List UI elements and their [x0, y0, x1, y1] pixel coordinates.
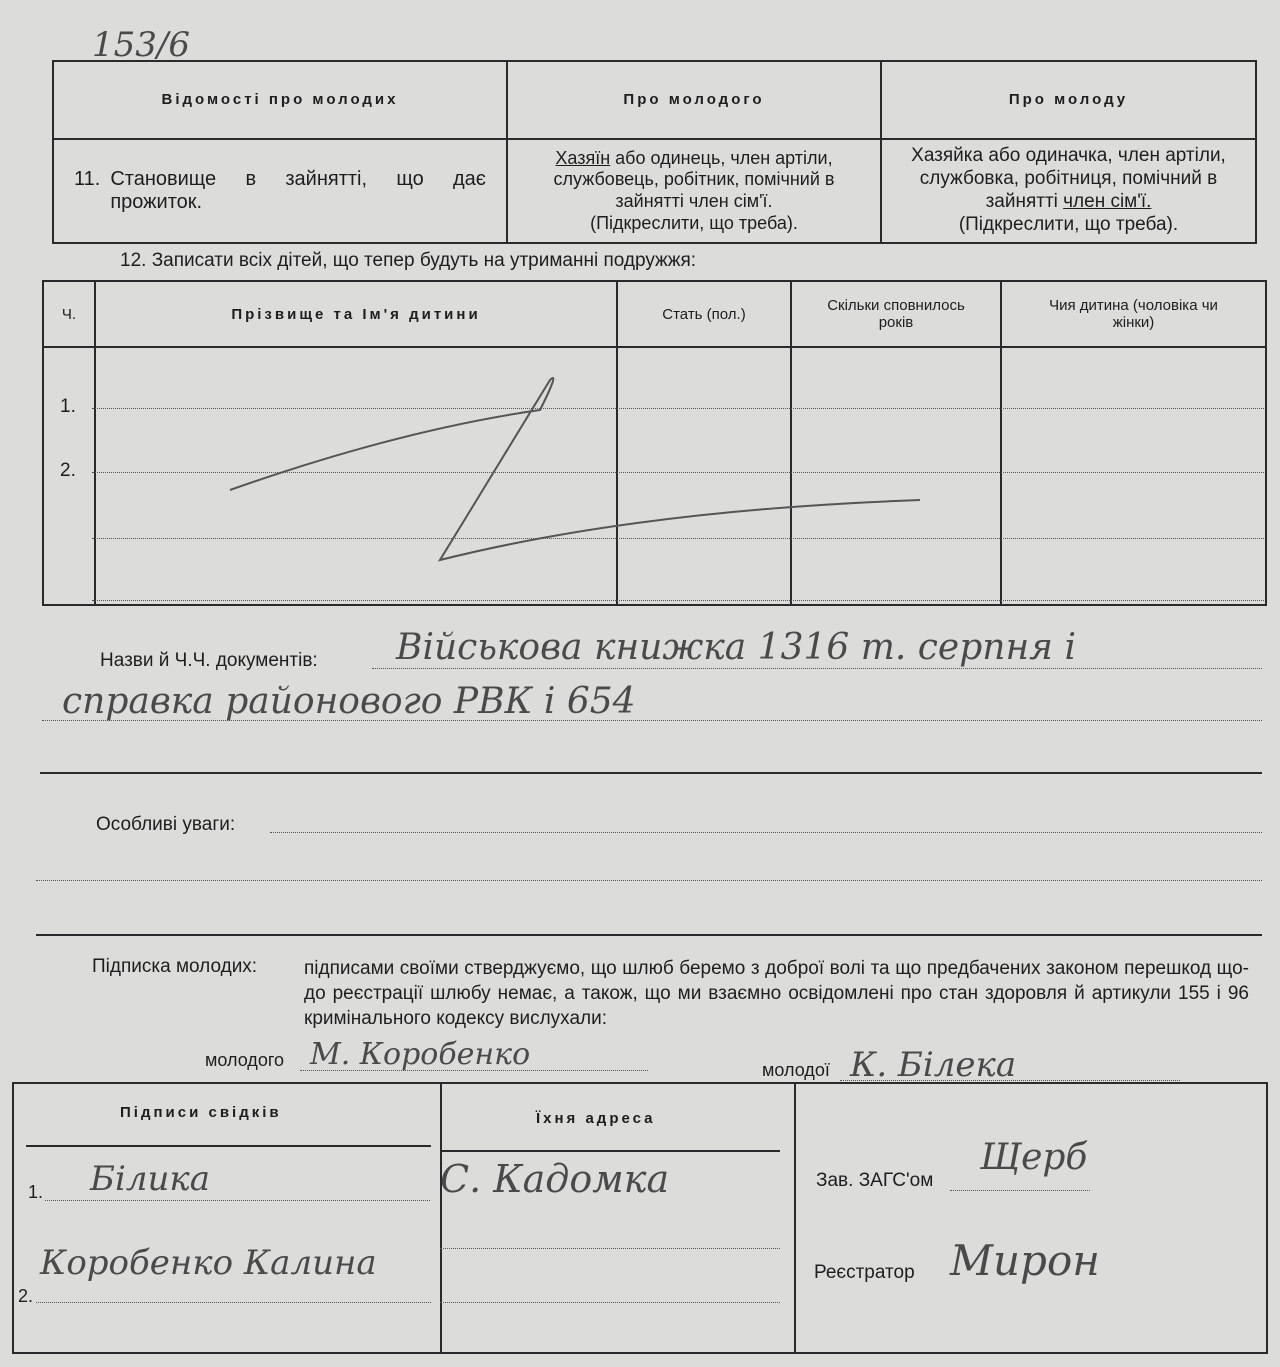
col-name-header: Прізвище та Ім'я дитини — [231, 305, 481, 323]
zags-head-line — [950, 1190, 1090, 1191]
col-whose-header: Чия дитина (чоловіка чи жінки) — [1049, 297, 1218, 331]
documents-line — [372, 668, 1262, 669]
zags-head-label: Зав. ЗАГС'ом — [816, 1170, 934, 1191]
col-number-header: Ч. — [61, 305, 77, 323]
top-table — [52, 60, 1257, 244]
corner-note: 153/6 — [92, 25, 190, 65]
witness-1-signature: Білика — [90, 1159, 210, 1199]
children-row-line — [92, 600, 1264, 601]
bride-signature-label: молодої — [762, 1060, 830, 1080]
witness-header-divider — [440, 1150, 780, 1152]
documents-handwriting-2: справка районового РВК і 654 — [62, 681, 636, 722]
documents-handwriting-1: Військова книжка 1316 т. серпня і — [396, 627, 1076, 668]
groom-occupation-selected: Хазяїн — [555, 147, 611, 168]
groom-occupation-note: (Підкреслити, що треба). — [590, 212, 798, 233]
declaration-label: Підписка молодих: — [92, 956, 258, 977]
col-sex-header: Стать (пол.) — [662, 305, 746, 323]
children-title: 12. Записати всіх дітей, що тепер будуть на утриманні подружжя: — [120, 250, 697, 271]
witness-signatures-header: Підписи свідків — [120, 1104, 282, 1121]
remarks-line — [36, 880, 1262, 881]
witness-address-header: Їхня адреса — [536, 1110, 656, 1127]
groom-signature-label: молодого — [205, 1050, 285, 1070]
bride-occupation-selected: член сім'ї. — [1063, 191, 1152, 212]
child-row-number: 1. — [60, 396, 76, 417]
address-line — [440, 1302, 780, 1303]
child-row-number: 2. — [60, 460, 76, 481]
witness-1-number: 1. — [28, 1182, 44, 1202]
remarks-line — [270, 832, 1262, 833]
header-groom: Про молодого — [623, 91, 765, 108]
documents-label: Назви й Ч.Ч. документів: — [100, 650, 318, 671]
col-age-header: Скільки сповнилось років — [827, 297, 965, 331]
header-bride: Про молоду — [1008, 91, 1129, 108]
witness-header-divider — [26, 1145, 431, 1147]
documents-divider — [40, 772, 1262, 774]
declaration-text: підписами своїми стверджуємо, що шлюб беремо з доброї волі та що предбачених законом перешкод що-до реєстрації шлюбу немає, а також, що ми взаємно освідомлені про стан здоровля й артикули 155 і 96 кримінального кодексу вислухали: — [304, 958, 1249, 1029]
registrar-signature: Мирон — [950, 1236, 1100, 1285]
witness-1-address: С. Кадомка — [440, 1157, 670, 1201]
bride-occupation-note: (Підкреслити, що треба). — [958, 213, 1179, 235]
bride-occupation-options: Хазяйка або одиначка, член артіли, службовка, робітниця, помічний в зайнятті — [911, 145, 1226, 212]
header-info: Відомості про молодих — [161, 91, 399, 108]
witness-2-signature: Коробенко Калина — [40, 1243, 377, 1283]
registrar-label: Реєстратор — [814, 1262, 915, 1283]
witness-2-line — [36, 1302, 431, 1303]
address-line — [440, 1248, 780, 1249]
remarks-divider — [36, 934, 1262, 936]
cross-out-stroke — [220, 360, 940, 580]
witness-1-line — [45, 1200, 430, 1201]
groom-signature: М. Коробенко — [310, 1037, 531, 1072]
remarks-label: Особливі уваги: — [96, 814, 236, 835]
zags-head-signature: Щерб — [980, 1137, 1088, 1178]
row11-number: 11. — [74, 168, 101, 190]
bride-signature: К. Білека — [850, 1045, 1017, 1085]
groom-occupation-options: або одинець, член артіли, службовець, робітник, помічний в зайнятті член сім'ї. — [553, 147, 835, 211]
witness-2-number: 2. — [18, 1286, 34, 1306]
row11-label: Становище в зайнятті, що дає прожиток. — [110, 168, 486, 213]
